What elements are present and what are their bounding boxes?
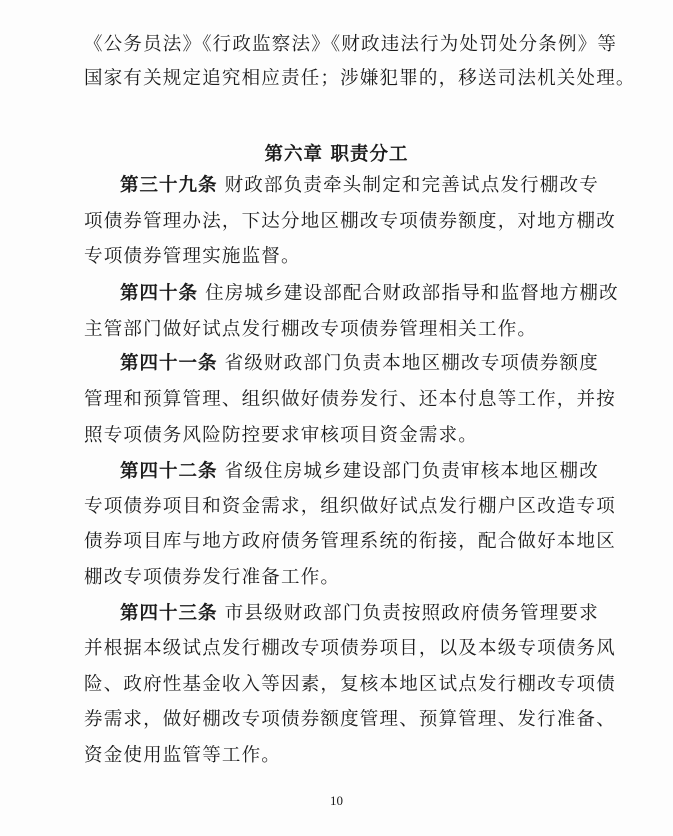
article-43-line-4: 券需求，做好棚改专项债券额度管理、预算管理、发行准备、 — [84, 709, 616, 730]
article-43-text: 市县级财政部门负责按照政府债务管理要求 — [217, 603, 599, 624]
chapter-title: 第六章 职责分工 — [264, 144, 409, 165]
article-43-label: 第四十三条 — [120, 603, 218, 624]
article-42-first-line — [120, 460, 599, 484]
article-42-line-2: 专项债券项目和资金需求，组织做好试点发行棚户区改造专项 — [84, 496, 616, 517]
article-42-line-3: 债券项目库与地方政府债务管理系统的衔接，配合做好本地区 — [84, 531, 616, 552]
article-40-line-2: 主管部门做好试点发行棚改专项债券管理相关工作。 — [84, 319, 538, 340]
page-number: 10 — [330, 793, 343, 808]
intro-line-1: 《公务员法》《行政监察法》《财政违法行为处罚处分条例》等 — [84, 34, 618, 55]
article-43-line-3: 险、政府性基金收入等因素，复核本地区试点发行棚改专项债 — [84, 674, 616, 695]
article-41-label: 第四十一条 — [120, 353, 218, 374]
article-43-line-5: 资金使用监管等工作。 — [84, 745, 282, 766]
article-42-line-4: 棚改专项债券发行准备工作。 — [84, 567, 341, 588]
article-39-first-line — [120, 174, 599, 198]
article-39-line-2: 项债券管理办法，下达分地区棚改专项债券额度，对地方棚改 — [84, 211, 616, 232]
article-40-label: 第四十条 — [120, 283, 199, 304]
article-39-text: 财政部负责牵头制定和完善试点发行棚改专 — [217, 175, 599, 196]
article-42-label: 第四十二条 — [120, 461, 218, 482]
article-43-line-2: 并根据本级试点发行棚改专项债券项目，以及本级专项债务风 — [84, 638, 616, 659]
article-41-first-line — [120, 352, 599, 376]
article-39-line-3: 专项债券管理实施监督。 — [84, 246, 301, 267]
article-39-label: 第三十九条 — [120, 175, 218, 196]
article-42-text: 省级住房城乡建设部门负责审核本地区棚改 — [217, 461, 599, 482]
article-40-text: 住房城乡建设部配合财政部指导和监督地方棚改 — [198, 283, 619, 304]
intro-line-2: 国家有关规定追究相应责任；涉嫌犯罪的，移送司法机关处理。 — [84, 68, 636, 89]
article-43-first-line — [120, 602, 599, 626]
article-40-first-line — [120, 282, 619, 306]
article-41-line-2: 管理和预算管理、组织做好债券发行、还本付息等工作，并按 — [84, 389, 616, 410]
article-41-line-3: 照专项债务风险防控要求审核项目资金需求。 — [84, 425, 479, 446]
article-41-text: 省级财政部门负责本地区棚改专项债券额度 — [217, 353, 599, 374]
